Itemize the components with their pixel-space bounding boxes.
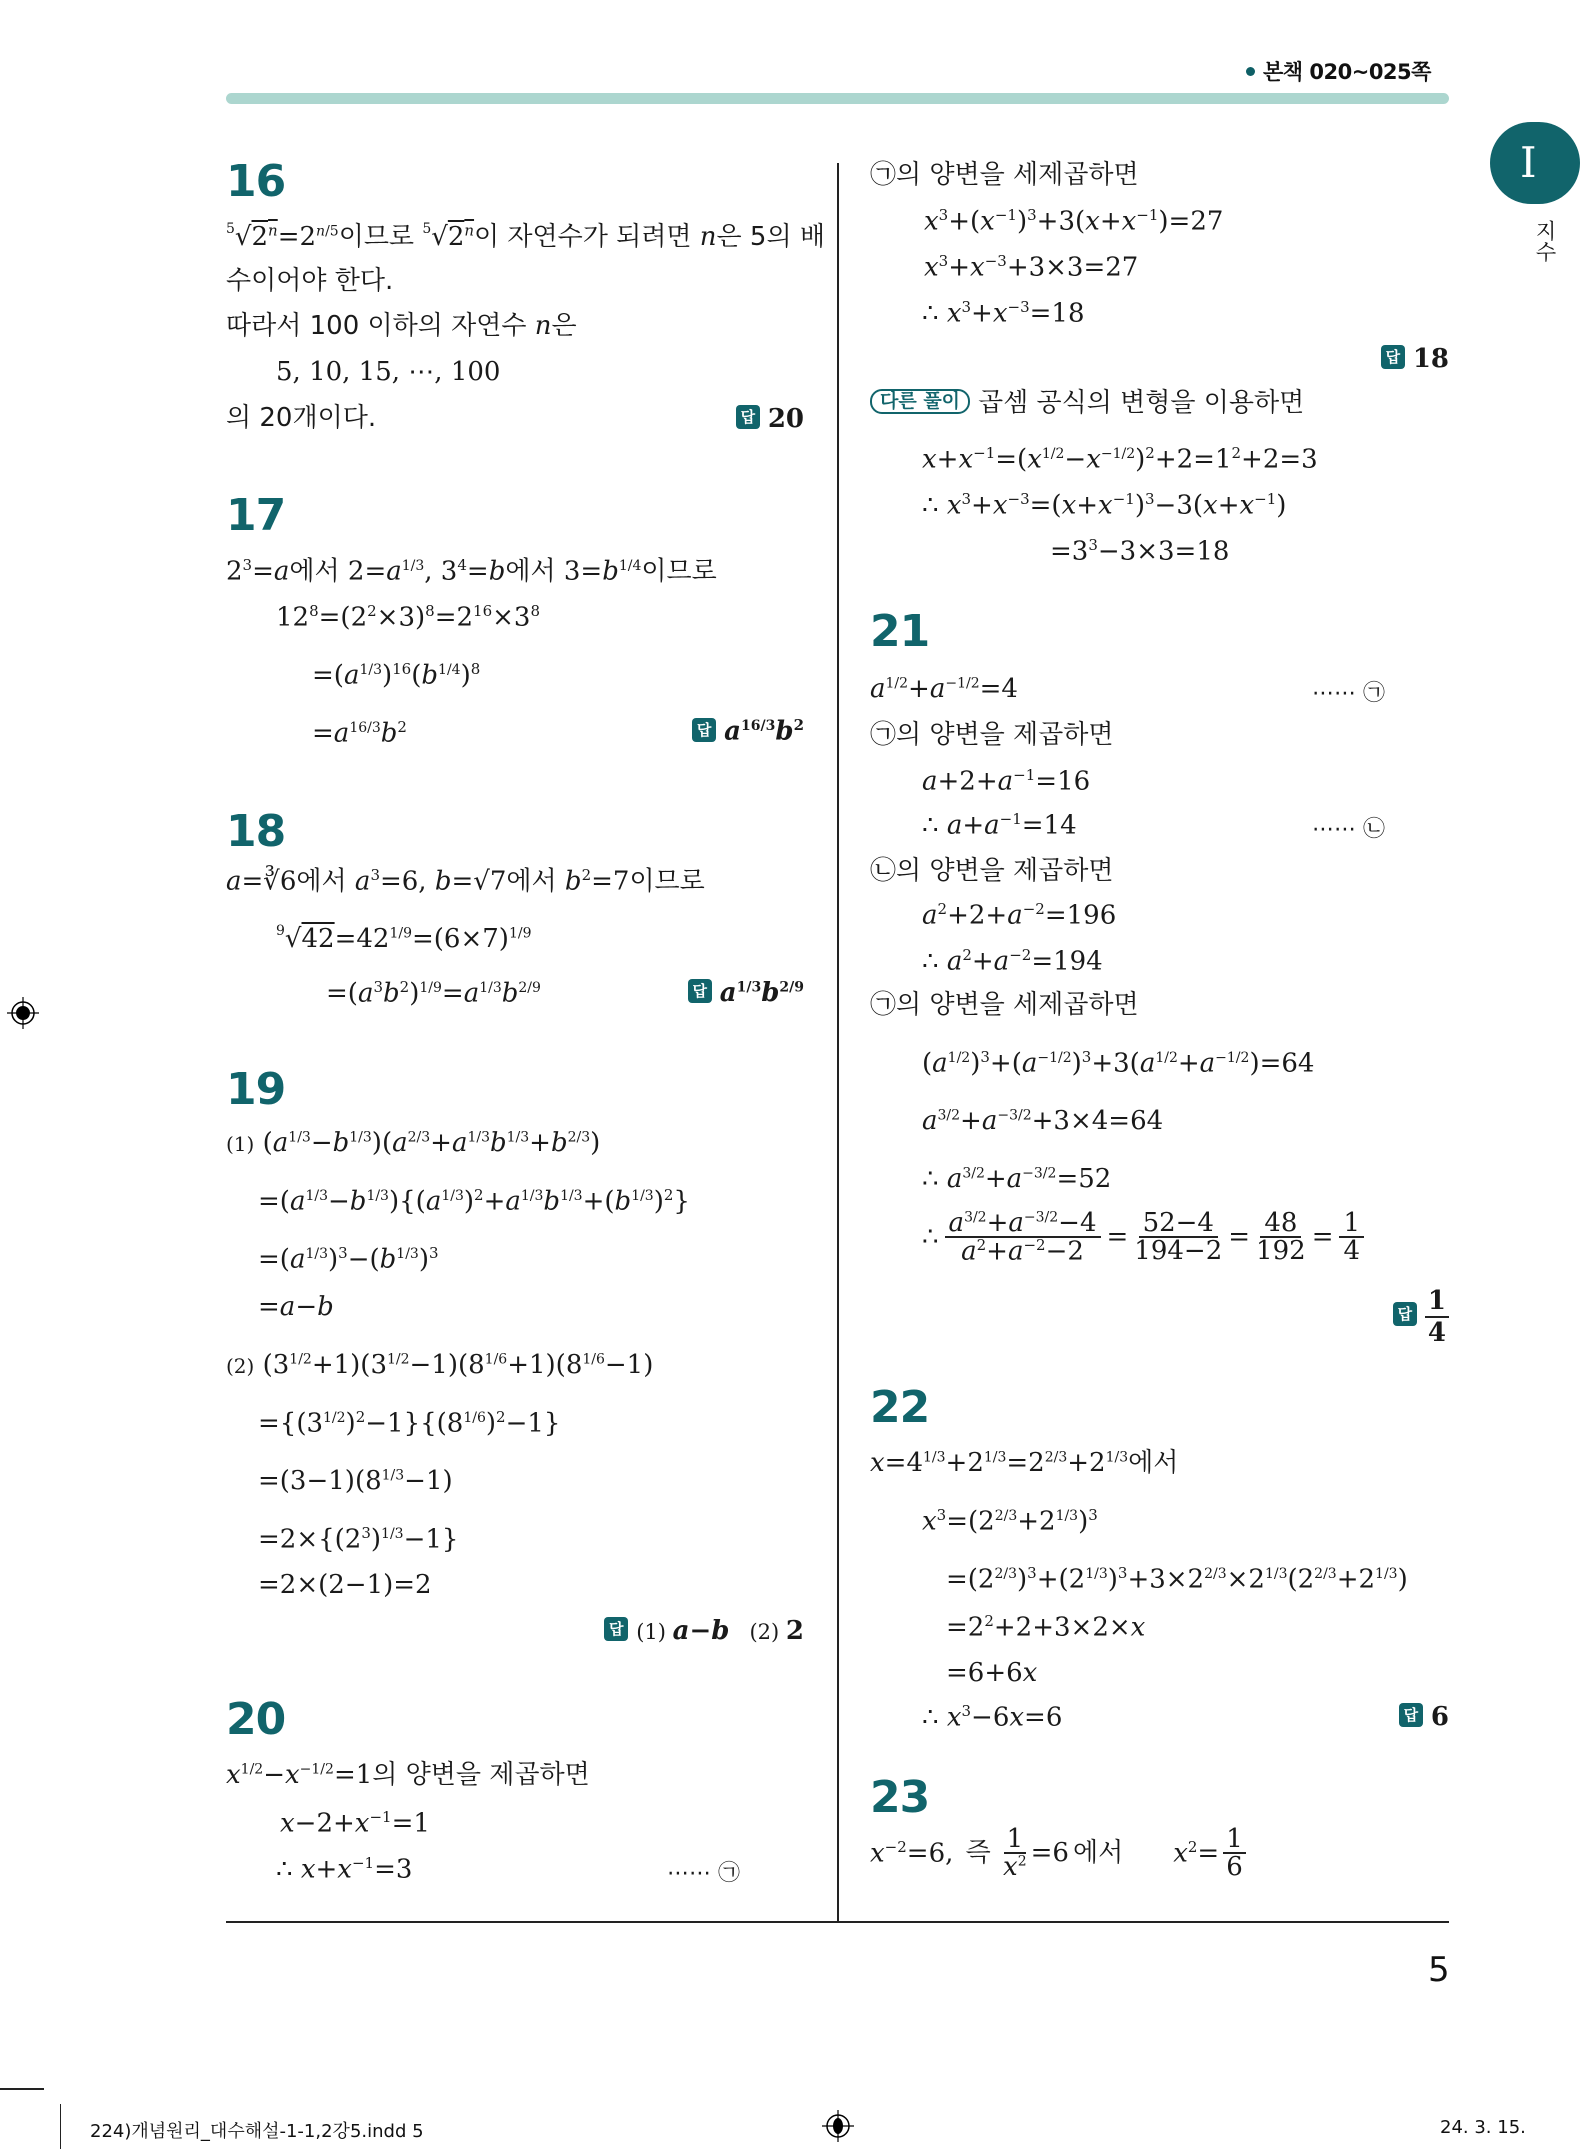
question-number: 18 [226,806,286,857]
solution-line: a=∛6에서 $a^3=6$, b=√7에서 $b^2=7$이므로 [226,866,705,897]
fraction: $\frac{1}{6}$ [1223,1826,1246,1880]
bullet-icon [1246,67,1255,76]
question-number: 21 [870,606,930,657]
solution-line: $=(a^{1/3})^{16}(b^{1/4})^8$ [312,660,481,691]
solution-line: $a^{3/2}+a^{-3/2}+3\times 4=64$ [922,1106,1164,1136]
solution-line: $=\{(3^{1/2})^2-1\}\{(8^{1/6})^2-1\}$ [258,1408,561,1439]
solution-line: ㉠의 양변을 제곱하면 [870,720,1114,750]
column-divider [837,163,839,1923]
answer-badge: 답 [1381,345,1405,369]
page-reference [1246,56,1431,86]
solution-line: $x^{1/2}-x^{-1/2}=1$의 양변을 제곱하면 [226,1760,590,1790]
fraction: $\frac{48}{192}$ [1256,1208,1306,1267]
answer [1381,344,1449,374]
solution-line: =6+6x [946,1658,1038,1688]
answer-badge: 답 [604,1617,628,1641]
crop-mark [0,2088,44,2090]
question-number: 23 [870,1772,930,1823]
answer: 답 1 4 [1393,1286,1449,1348]
answer [1399,1702,1449,1732]
solution-line: 수이어야 한다. [226,266,394,296]
solution-line: ∴ $x+x^{-1}=3$ [276,1854,413,1885]
solution-line: $=(a^{1/3}-b^{1/3})\{(a^{1/3})^2+a^{1/3}b^{1/3}+(b^{1/3})^2\}$ [258,1186,690,1217]
equation-marker: ⋯⋯ ㉠ [1312,681,1385,706]
solution-line: $=(3-1)(8^{1/3}-1)$ [258,1466,453,1496]
solution-line: $=(a^{1/3})^3-(b^{1/3})^3$ [258,1244,439,1275]
solution-line: $a^{1/2}+a^{-1/2}=4$ [870,674,1018,704]
solution-line: $x^3+x^{-3}+3\times 3=27$ [924,252,1139,283]
answer-value: 18 [1412,344,1449,374]
question-number: 20 [226,1694,286,1745]
chapter-label: 지수 [1533,220,1557,262]
registration-mark-icon [6,996,40,1030]
alt-solution-intro: 곱셈 공식의 변형을 이용하면 [978,388,1305,418]
solution-line: ∴ $x^3+x^{-3}=(x+x^{-1})^3-3(x+x^{-1})$ [922,490,1287,521]
page-reference-text: 본책 020~025쪽 [1263,60,1431,84]
footer-filename: 224)개념원리_대수해설-1-1,2강5.indd 5 [90,2121,424,2142]
solution-line: $x^{-2}=6$, 즉 $\frac{1}{x^2}$ =6 에서 $x^2=$ $\frac{1}{6}$ [870,1826,1246,1880]
footer-date: 24. 3. 15. [1440,2117,1526,2138]
question-number: 19 [226,1064,286,1115]
solution-line: $=(a^3b^2)^{1/9}=a^{1/3}b^{2/9}$ [326,978,541,1009]
answer-badge: 답 [1393,1302,1417,1326]
alt-solution-badge: 다른 풀이 [870,389,970,414]
solution-line: ㉠의 양변을 세제곱하면 [870,990,1139,1020]
solution-line: (1) $(a^{1/3}-b^{1/3})(a^{2/3}+a^{1/3}b^{1/3}+b^{2/3})$ [226,1128,601,1158]
solution-line: $^5√2^n=2^{n/5}$이므로 $^5$√2$^n$이 자연수가 되려면 n은 5의 배 [226,221,825,252]
solution-line: $x^3=(2^{2/3}+2^{1/3})^3$ [922,1506,1098,1537]
solution-line: $a+2+a^{-1}=16$ [922,766,1091,797]
answer: 답 $a^{16/3}b^2$ [692,716,804,747]
solution-line: $=2^2+2+3\times 2\times x$ [946,1612,1146,1643]
solution-line: ∴ $\frac{a^{3/2}+a^{-3/2}-4}{a^2+a^{-2}-2}$ = $\frac{52-4}{194-2}$ = $\frac{48}{192}$ = $\frac{1}{4}$ [922,1210,1364,1265]
question-number: 22 [870,1382,930,1433]
crop-mark [60,2104,61,2149]
answer: 답 (1) a−b (2) 2 [604,1616,804,1646]
equation-marker: ⋯⋯ ㉠ [667,1861,740,1886]
solution-line: $a^2+2+a^{-2}=196$ [922,900,1117,931]
answer [736,404,804,434]
question-number: 16 [226,156,286,207]
answer-badge: 답 [692,718,716,742]
solution-line: ∴ $a^{3/2}+a^{-3/2}=52$ [922,1164,1112,1194]
solution-line: 5, 10, 15, ⋯, 100 [276,357,501,387]
fraction: $\frac{52-4}{194-2}$ [1134,1208,1223,1267]
solution-line: ∴ $a+a^{-1}=14$ [922,810,1077,841]
solution-line: ㉡의 양변을 제곱하면 [870,856,1114,886]
solution-line: $x=4^{1/3}+2^{1/3}=2^{2/3}+2^{1/3}$에서 [870,1448,1179,1478]
solution-line: $x+x^{-1}=(x^{1/2}-x^{-1/2})^2+2=1^2+2=3$ [922,444,1318,475]
solution-line: ∴ $a^2+a^{-2}=194$ [922,946,1103,977]
solution-line: 의 20개이다. [226,403,377,433]
chapter-tab: I [1490,122,1580,204]
solution-line: $12^8=(2^2\times 3)^8=2^{16}\times 3^8$ [276,602,540,633]
solution-line: $=2\times\{(2^3)^{1/3}-1\}$ [258,1524,459,1555]
solution-line: ∴ $x^3-6x=6$ [922,1702,1063,1733]
answer-badge: 답 [688,979,712,1003]
question-number: 17 [226,490,286,541]
solution-line: ㉠의 양변을 세제곱하면 [870,160,1139,190]
answer-value: 6 [1430,1702,1449,1732]
bottom-rule [226,1921,1449,1923]
solution-line: $x-2+x^{-1}=1$ [280,1808,430,1839]
solution-line: ∴ $x^3+x^{-3}=18$ [922,298,1085,329]
answer-badge: 답 [1399,1703,1423,1727]
header-bar [226,93,1449,104]
page-number: 5 [1428,1950,1450,1990]
alternative-solution [870,390,1304,417]
fraction: $\frac{a^{3/2}+a^{-3/2}-4}{a^2+a^{-2}-2}$ [945,1210,1101,1265]
fraction: $\frac{1}{4}$ [1339,1210,1364,1264]
answer-value: 20 [767,404,804,434]
solution-line: (2) $(3^{1/2}+1)(3^{1/2}-1)(8^{1/6}+1)(8^{1/6}-1)$ [226,1350,654,1380]
answer-badge: 답 [736,405,760,429]
solution-line: 따라서 100 이하의 자연수 n은 [226,311,577,341]
solution-line: $x^3+(x^{-1})^3+3(x+x^{-1})=27$ [924,206,1224,237]
solution-line: $(a^{1/2})^3+(a^{-1/2})^3+3(a^{1/2}+a^{-1/2})=64$ [922,1048,1315,1079]
solution-line: $^9√42=42^{1/9}=(6\times 7)^{1/9}$ [276,923,532,954]
solution-line: $2^3=a$에서 $2=a^{1/3}$, $3^4=b$에서 $3=b^{1/4}$이므로 [226,556,717,587]
fraction: $\frac{1}{x^2}$ [1003,1824,1027,1882]
answer: 답 $a^{1/3}b^{2/9}$ [688,978,804,1008]
solution-line: $=3^3-3\times 3=18$ [1050,536,1230,567]
solution-line: $=(2^{2/3})^3+(2^{1/3})^3+3\times 2^{2/3}\times 2^{1/3}(2^{2/3}+2^{1/3})$ [946,1564,1408,1595]
solution-line: $=a^{16/3}b^2$ [312,718,407,749]
solution-line: =a−b [258,1292,334,1322]
solution-line: =2×(2−1)=2 [258,1570,432,1600]
registration-mark-icon [821,2109,855,2143]
equation-marker: ⋯⋯ ㉡ [1312,817,1385,842]
